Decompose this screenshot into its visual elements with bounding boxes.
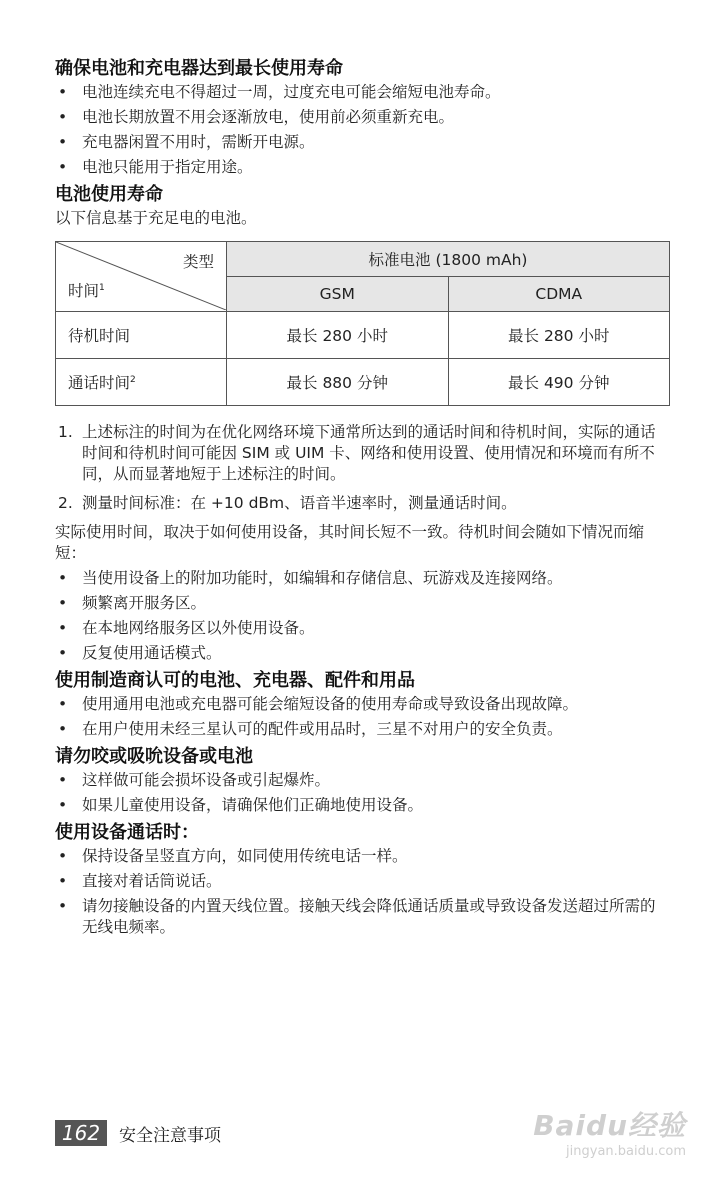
col-gsm: GSM: [227, 277, 449, 312]
battery-table: [55, 241, 670, 406]
section-title: 请勿咬或吸吮设备或电池: [55, 746, 253, 767]
footnote: 2. 测量时间标准：在 +10 dBm、语音半速率时，测量通话时间。: [58, 494, 517, 512]
bullet-list: [55, 770, 670, 816]
bullet-list: [55, 694, 670, 740]
section-do-not-bite: [55, 744, 670, 816]
list-item: • 充电器闲置不用时，需断开电源。: [55, 132, 670, 153]
bullet-list: [55, 846, 670, 938]
row-label: 待机时间: [56, 312, 227, 359]
list-item: • 如果儿童使用设备，请确保他们正确地使用设备。: [55, 795, 670, 816]
battery-header: 标准电池 (1800 mAh): [227, 242, 670, 277]
watermark: [533, 1104, 686, 1159]
row-label: 通话时间$^2$: [56, 359, 227, 406]
col-cdma: CDMA: [448, 277, 670, 312]
bullet-list: [55, 82, 670, 178]
list-item: • 在本地网络服务区以外使用设备。: [55, 618, 670, 639]
list-item: • 使用通用电池或充电器可能会缩短设备的使用寿命或导致设备出现故障。: [55, 694, 670, 715]
table-corner-cell: [56, 242, 227, 312]
type-label: 类型: [182, 253, 214, 271]
list-item: • 电池长期放置不用会逐渐放电，使用前必须重新充电。: [55, 107, 670, 128]
table-row: [56, 312, 670, 359]
cell-cdma: 最长 280 小时: [448, 312, 670, 359]
table-row: [56, 359, 670, 406]
cell-gsm: 最长 280 小时: [227, 312, 449, 359]
section-title: 使用设备通话时：: [55, 822, 199, 843]
list-item: • 电池只能用于指定用途。: [55, 157, 670, 178]
list-item: • 电池连续充电不得超过一周，过度充电可能会缩短电池寿命。: [55, 82, 670, 103]
footnotes: [55, 422, 670, 514]
watermark-logo: Baidu经验: [533, 1109, 686, 1142]
footnote: 1. 上述标注的时间为在优化网络环境下通常所达到的通话时间和待机时间，实际的通话时间和待机时间可能因 SIM 或 UIM 卡、网络和使用设置、使用情况和环境而有所不同，从而显著地短于上述标注的时间。: [58, 423, 656, 483]
section-approved-accessories: [55, 668, 670, 740]
bullet-list: [55, 568, 670, 664]
section-title: 电池使用寿命: [55, 184, 163, 205]
section-title: 确保电池和充电器达到最长使用寿命: [55, 58, 343, 79]
section-calling: [55, 820, 670, 938]
section-usage: [55, 522, 670, 664]
cell-gsm: 最长 880 分钟: [227, 359, 449, 406]
cell-cdma: 最长 490 分钟: [448, 359, 670, 406]
list-item: • 反复使用通话模式。: [55, 643, 670, 664]
list-item: • 直接对着话筒说话。: [55, 871, 670, 892]
list-item: • 在用户使用未经三星认可的配件或用品时，三星不对用户的安全负责。: [55, 719, 670, 740]
page-number: 162: [55, 1120, 107, 1146]
list-item: • 当使用设备上的附加功能时，如编辑和存储信息、玩游戏及连接网络。: [55, 568, 670, 589]
section-intro: 以下信息基于充足电的电池。: [55, 209, 257, 227]
document-page: [55, 52, 670, 942]
list-item: • 保持设备呈竖直方向，如同使用传统电话一样。: [55, 846, 670, 867]
list-item: • 这样做可能会损坏设备或引起爆炸。: [55, 770, 670, 791]
section-battery-life: [55, 182, 670, 229]
section-title: 使用制造商认可的电池、充电器、配件和用品: [55, 670, 415, 691]
list-item: • 频繁离开服务区。: [55, 593, 670, 614]
page-footer: [55, 1120, 221, 1146]
section-battery-maximize: [55, 56, 670, 178]
list-item: • 请勿接触设备的内置天线位置。接触天线会降低通话质量或导致设备发送超过所需的无线电频率。: [55, 896, 670, 938]
watermark-url: jingyan.baidu.com: [566, 1144, 686, 1159]
usage-paragraph: 实际使用时间，取决于如何使用设备，其时间长短不一致。待机时间会随如下情况而缩短：: [55, 523, 645, 562]
page-footer-title: 安全注意事项: [119, 1125, 221, 1146]
time-label: 时间$^1$: [68, 282, 105, 300]
